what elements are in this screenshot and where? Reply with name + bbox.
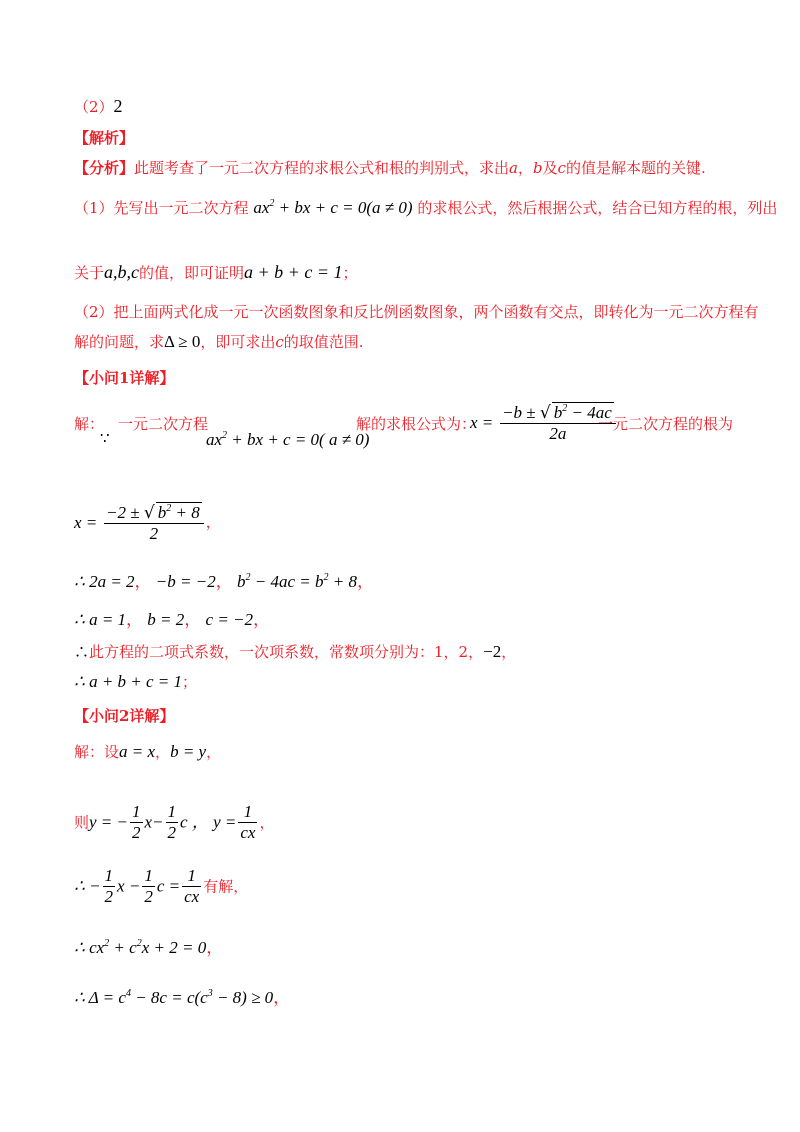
q1-line-c-val: −2 [483,642,502,661]
step1-line2-end: ； [342,264,358,282]
step1-line2-eq: a + b + c = 1 [244,262,343,282]
q1-root-end: ， [205,513,221,531]
step1-equation: $ax^2$ + bx + c = 0(a ≠ 0) [253,198,413,217]
q1-line-d-end: ； [182,673,198,691]
q1-line-c-text: 此方程的二项式系数，一次项系数，常数项分别为：1，2， [89,643,484,661]
step1-suffix: 的求根公式，然后根据公式，结合已知方程的根，列出 [417,199,778,217]
analysis-comma: ， [517,159,533,177]
part2-value: 2 [113,96,123,116]
part2-answer [74,96,123,117]
q1-line-d [74,672,197,692]
step1-prefix: （1）先写出一元二次方程 [74,199,249,217]
step2-line2-end: 的取值范围. [283,333,364,351]
q1-text1: 一元二次方程 [118,415,209,433]
analysis-text-b: 的值是解本题的关键. [566,159,706,177]
step2-var-c: c [275,333,284,351]
q2-line5: ∴ $\Delta = c^4 - 8c = c(c^3 - 8) \ge 0$， [74,988,291,1007]
because-symbol: ∵ [100,429,110,447]
step2-line2-prefix: 解的问题，求 [74,333,165,351]
part2-label: （2） [74,98,114,116]
q1-heading: 【小问1详解】 [74,369,175,387]
q1-text2: 解的求根公式为： [356,415,477,433]
analysis-tag: 【分析】 [74,159,135,177]
analysis-line [74,158,706,178]
q1-line-c-prefix: ∴ [74,643,90,661]
q2-line2-end: ， [259,813,275,832]
step2-line1: （2）把上面两式化成一元一次函数图象和反比例函数图象，两个函数有交点，即转化为一元二次方程有 [74,303,759,321]
q2-line2: 则y = − $\frac{1}{2}$ x− $\frac{1}{2}$ c ， y = $\frac{1}{cx}$ ， [74,802,275,842]
q2-line2-prefix: 则 [74,813,90,832]
q2-line1-end: ， [206,743,222,761]
analysis-var-a: a [509,159,518,177]
jiexi-heading: 【解析】 [74,129,135,147]
q2-line1-eq2: b = y [170,742,207,761]
q1-line-c [74,642,516,662]
q1-jie: 解： [74,415,105,433]
q2-line1-eq1: a = x [119,742,156,761]
step2-line2-mid: ，即可求出 [200,333,276,351]
analysis-text-a: 此题考查了一元二次方程的求根公式和根的判别式，求出 [134,159,510,177]
analysis-var-c: c [557,159,567,177]
q2-line1 [74,742,221,762]
step1-vars: a,b,c [104,262,140,282]
q2-line3: ∴ − $\frac{1}{2}$ x − $\frac{1}{2}$ c = $\frac{1}{cx}$ 有解， [74,866,249,906]
step1-line2-mid: 的值，即可证明 [139,264,245,282]
q1-line-c-end: ， [501,643,517,661]
q2-line1-sep: ， [155,743,171,761]
q2-line3-suffix: 有解， [203,877,249,896]
q2-heading: 【小问2详解】 [74,707,175,725]
step2-line2-eq: Δ ≥ 0 [164,332,201,351]
q2-line1-prefix: 解：设 [74,743,120,761]
q1-formula: x = $\frac{-b \pm √ b^2 - 4ac}{2a}$ [470,402,618,444]
q1-line-d-eq: ∴ a + b + c = 1 [74,672,183,691]
analysis-var-b: b [533,159,543,177]
analysis-and: 及 [542,159,558,177]
step1-line1 [74,198,777,218]
step1-line2 [74,262,357,283]
q1-equation: $ax^2$ + bx + c = 0( a ≠ 0) [206,430,370,449]
q1-line-a: ∴ 2a = 2， −b = −2， $b^2 - 4ac = b^2 + 8$， [74,572,374,591]
step2-line2 [74,332,364,352]
step1-line2-prefix: 关于 [74,264,105,282]
q1-text3: 一元二次方程的根为 [598,415,734,433]
q1-root: x = $\frac{-2 \pm √ b^2 + 8}{2}$ ， [74,503,221,543]
q1-line-b: ∴ a = 1， b = 2， c = −2， [74,610,271,629]
q2-line4: ∴ $cx^2 + c^2x + 2 = 0$， [74,938,224,957]
